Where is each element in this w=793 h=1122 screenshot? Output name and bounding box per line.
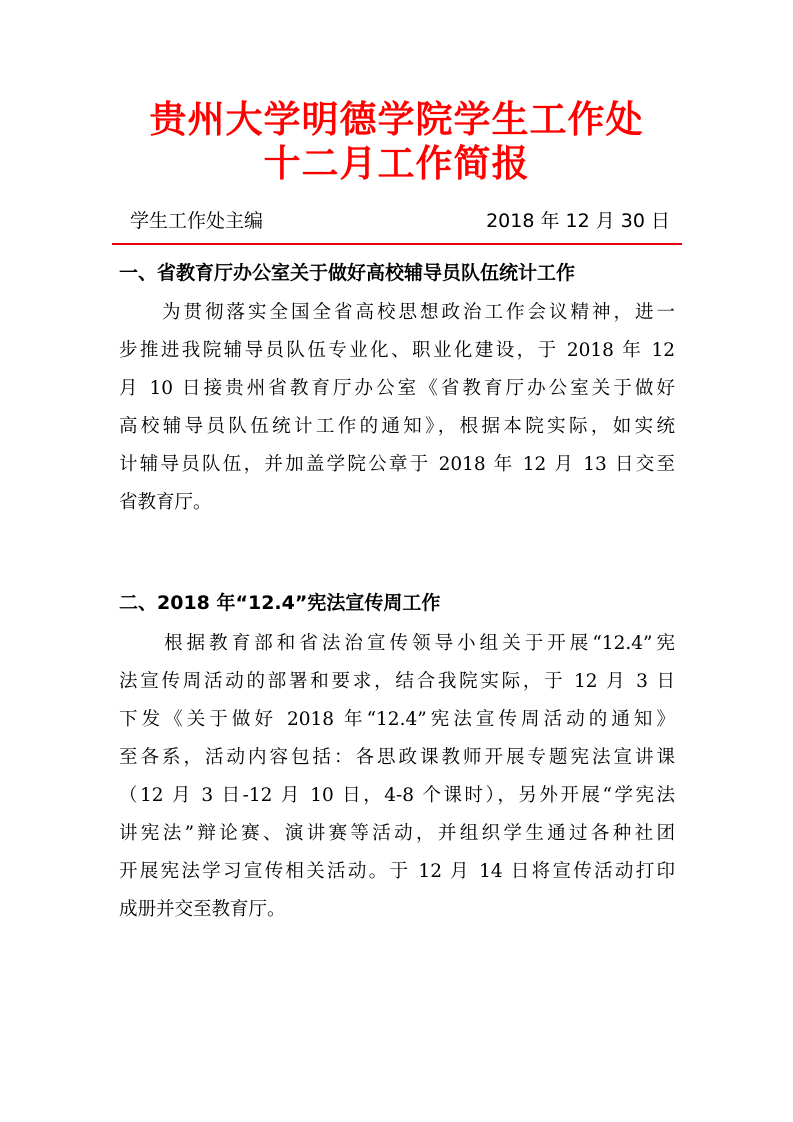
paragraph-line: 下发《关于做好 2018 年“12.4”宪法宣传周活动的通知》 <box>119 709 675 730</box>
paragraph-line: 月 10 日接贵州省教育厅办公室《省教育厅办公室关于做好 <box>119 378 675 399</box>
section-heading-1: 一、省教育厅办公室关于做好高校辅导员队伍统计工作 <box>119 262 576 284</box>
paragraph-line: 高校辅导员队伍统计工作的通知》，根据本院实际，如实统 <box>119 416 675 437</box>
paragraph-line: （12 月 3 日-12 月 10 日，4-8 个课时），另外开展“学宪法 <box>119 785 675 806</box>
paragraph-line: 成册并交至教育厅。 <box>119 899 286 920</box>
report-meta <box>130 206 670 236</box>
paragraph-line: 省教育厅。 <box>119 492 212 513</box>
section-paragraph-2 <box>119 625 675 929</box>
section-heading-2: 二、2018 年“12.4”宪法宣传周工作 <box>119 592 441 614</box>
report-title-line2: 十二月工作简报 <box>263 142 530 185</box>
editor-label: 学生工作处主编 <box>130 210 264 232</box>
paragraph-line: 为贯彻落实全国全省高校思想政治工作会议精神，进一 <box>119 302 675 323</box>
header-divider <box>112 243 682 245</box>
paragraph-line: 讲宪法”辩论赛、演讲赛等活动，并组织学生通过各种社团 <box>119 823 675 844</box>
paragraph-line: 法宣传周活动的部署和要求，结合我院实际，于 12 月 3 日 <box>119 671 675 692</box>
paragraph-line: 步推进我院辅导员队伍专业化、职业化建设，于 2018 年 12 <box>119 340 675 361</box>
paragraph-line: 计辅导员队伍，并加盖学院公章于 2018 年 12 月 13 日交至 <box>119 454 675 475</box>
paragraph-line: 至各系，活动内容包括：各思政课教师开展专题宪法宣讲课 <box>119 747 675 768</box>
report-title-line1: 贵州大学明德学院学生工作处 <box>149 98 644 141</box>
report-date: 2018 年 12 月 30 日 <box>486 210 670 232</box>
paragraph-line: 根据教育部和省法治宣传领导小组关于开展“12.4”宪 <box>119 633 675 654</box>
section-paragraph-1 <box>119 294 675 522</box>
paragraph-line: 开展宪法学习宣传相关活动。于 12 月 14 日将宣传活动打印 <box>119 861 675 882</box>
